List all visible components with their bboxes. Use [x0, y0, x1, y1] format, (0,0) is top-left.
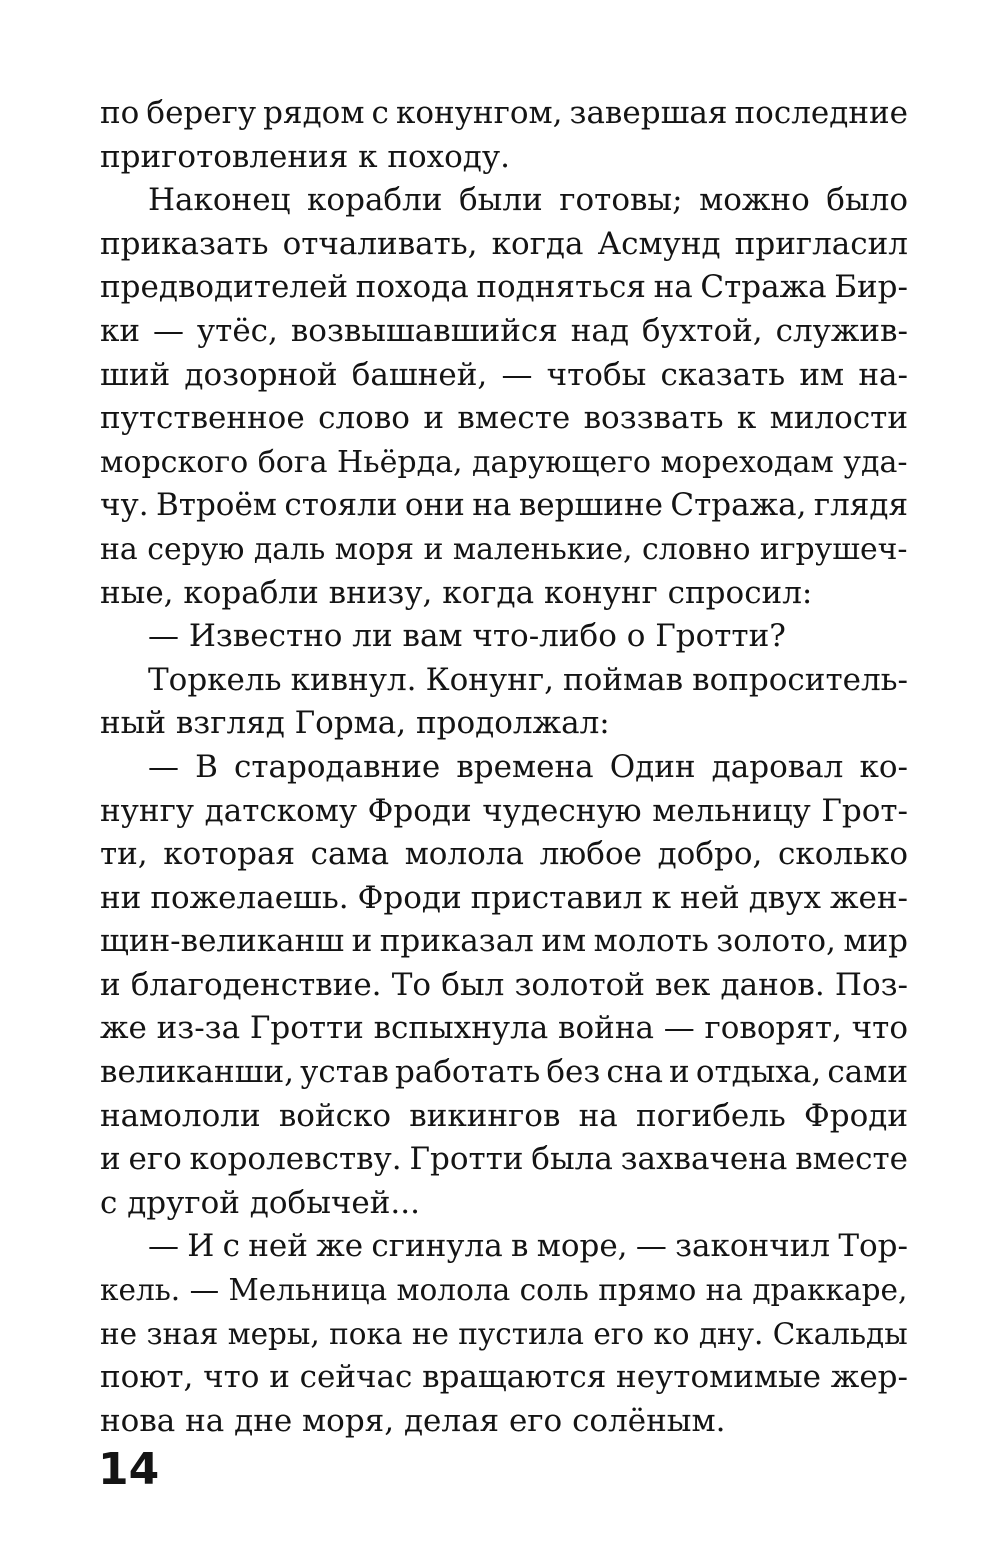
text-line: щин-великанш и приказал им молоть золото, мир	[100, 923, 908, 960]
text-line: нунгу датскому Фроди чудесную мельницу Грот-	[100, 792, 908, 829]
text-line: ти, которая сама молола любое добро, сколько	[100, 836, 908, 873]
text-line: ный взгляд Горма, продолжал:	[100, 705, 610, 742]
text-line: же из-за Гротти вспыхнула война — говорят, что	[100, 1010, 908, 1047]
text-line: по берегу рядом с конунгом, завершая последние	[100, 95, 908, 131]
text-line: Наконец корабли были готовы; можно было	[148, 182, 908, 219]
text-line: нова на дне моря, делая его солёным.	[100, 1402, 726, 1439]
text-line: морского бога Ньёрда, дарующего мореходам уда-	[100, 444, 908, 480]
text-line: не зная меры, пока не пустила его ко дну. Скальды	[100, 1316, 908, 1351]
text-line: кель. — Мельница молола соль прямо на драккаре,	[100, 1273, 908, 1308]
page-number: 14	[98, 1444, 160, 1495]
text-line: и его королевству. Гротти была захвачена вместе	[100, 1141, 908, 1178]
text-line: и благоденствие. То был золотой век данов. Поз-	[100, 966, 908, 1003]
text-line: чу. Втроём стояли они на вершине Стража, глядя	[100, 487, 908, 524]
text-line: ший дозорной башней, — чтобы сказать им на-	[100, 356, 908, 393]
text-line: — И с ней же сгинула в море, — закончил Тор-	[148, 1228, 908, 1265]
body-text	[100, 92, 908, 1443]
text-line: поют, что и сейчас вращаются неутомимые жер-	[100, 1359, 908, 1396]
text-line: Торкель кивнул. Конунг, поймав вопроситель-	[148, 661, 908, 698]
text-line: на серую даль моря и маленькие, словно игрушеч-	[100, 531, 908, 567]
text-line: — Известно ли вам что-либо о Гротти?	[148, 618, 786, 655]
text-line: намололи войско викингов на погибель Фроди	[100, 1097, 908, 1134]
text-line: — В стародавние времена Один даровал ко-	[148, 748, 908, 785]
text-line: великанши, устав работать без сна и отдыха, сами	[100, 1054, 908, 1091]
text-line: с другой добычей...	[100, 1184, 420, 1221]
text-line: предводителей похода подняться на Стража Бир-	[100, 269, 908, 306]
text-line: приказать отчаливать, когда Асмунд пригласил	[100, 225, 908, 262]
text-line: ные, корабли внизу, когда конунг спросил:	[100, 574, 813, 611]
text-line: приготовления к походу.	[100, 138, 510, 175]
text-line: путственное слово и вместе воззвать к милости	[100, 400, 908, 437]
text-line: ки — утёс, возвышавшийся над бухтой, служив-	[100, 312, 908, 349]
text-line: ни пожелаешь. Фроди приставил к ней двух жен-	[100, 879, 908, 916]
